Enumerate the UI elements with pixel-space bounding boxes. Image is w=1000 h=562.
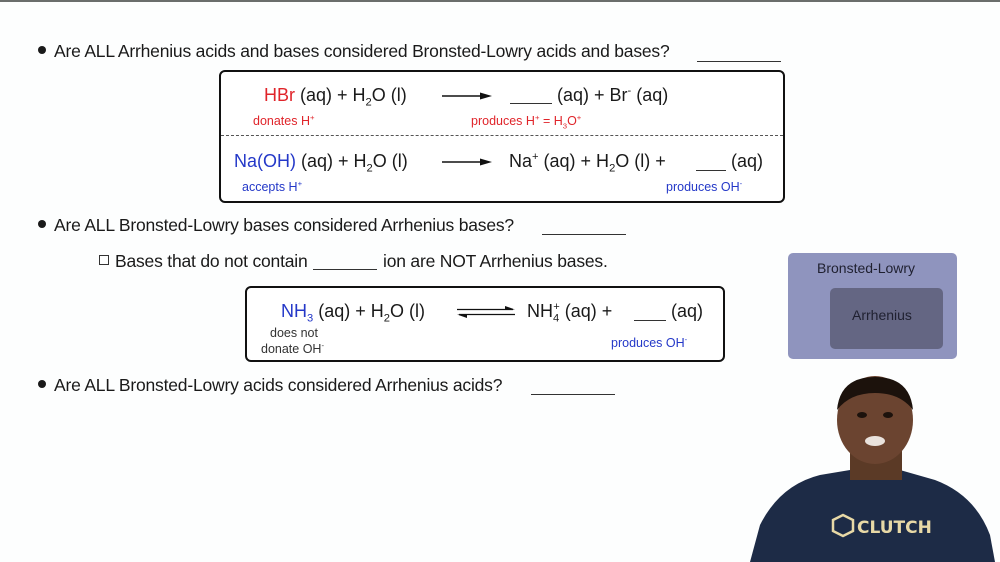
note-c: O bbox=[567, 114, 577, 128]
answer-blank-hydroxide[interactable] bbox=[696, 169, 726, 171]
note-sup: - bbox=[321, 340, 325, 350]
note-sub: 3 bbox=[562, 121, 568, 131]
nh4-sup: + bbox=[553, 301, 560, 313]
nh3-a: NH bbox=[281, 301, 307, 321]
eq2-pb: (aq) + H bbox=[538, 151, 610, 171]
equilibrium-arrow-icon bbox=[457, 306, 515, 318]
answer-blank-2[interactable] bbox=[542, 233, 626, 235]
answer-blank-ion[interactable] bbox=[313, 268, 377, 270]
eq2-pc: O (l) + bbox=[615, 151, 666, 171]
reaction-arrow-icon bbox=[442, 91, 492, 101]
eq2-pa: Na bbox=[509, 151, 533, 171]
note-produces-oh bbox=[666, 180, 742, 194]
dashed-divider bbox=[221, 135, 783, 136]
bullet-icon bbox=[38, 46, 46, 54]
note-produces-oh-2 bbox=[611, 336, 687, 350]
note-sup2: + bbox=[576, 112, 582, 122]
note-sup1: + bbox=[534, 112, 540, 122]
note-does-not: does not bbox=[270, 326, 318, 340]
question-2-text: Are ALL Bronsted-Lowry bases considered Arrhenius bases? bbox=[54, 215, 514, 235]
reaction-arrow-icon bbox=[442, 157, 492, 167]
hbr-reactant: HBr bbox=[264, 85, 295, 105]
box2-pb: (aq) + bbox=[559, 301, 613, 321]
eq2-left: (aq) + H bbox=[296, 151, 367, 171]
note-text: produces OH bbox=[611, 336, 685, 350]
note-accepts-h bbox=[242, 180, 302, 194]
nh3-sub: 3 bbox=[307, 312, 314, 325]
equation-hbr bbox=[264, 85, 407, 109]
eq2-sub: 2 bbox=[366, 162, 373, 175]
eq2-psub: 2 bbox=[609, 162, 616, 175]
question-3-text: Are ALL Bronsted-Lowry acids considered Arrhenius acids? bbox=[54, 375, 503, 395]
sub-point bbox=[99, 251, 308, 272]
box2-products bbox=[527, 301, 613, 325]
question-2 bbox=[38, 215, 514, 236]
note-produces-h bbox=[471, 112, 582, 131]
eq1-left2: O (l) bbox=[371, 85, 407, 105]
venn-outer-label: Bronsted-Lowry bbox=[817, 260, 916, 276]
nh4-sub: 4 bbox=[553, 312, 560, 325]
top-border bbox=[0, 0, 1000, 2]
note-sup: + bbox=[309, 112, 315, 122]
eq2-psup: + bbox=[532, 151, 539, 163]
question-3 bbox=[38, 375, 502, 396]
note-sup: + bbox=[297, 178, 303, 188]
note-a: produces H bbox=[471, 114, 535, 128]
sub-point-after: ion are NOT Arrhenius bases. bbox=[383, 251, 608, 271]
box2-left: (aq) + H bbox=[313, 301, 384, 321]
venn-inner-label: Arrhenius bbox=[852, 307, 912, 323]
eq1-product-sup: - bbox=[627, 85, 632, 97]
eq2-products bbox=[509, 151, 666, 175]
equation-nh3 bbox=[281, 301, 425, 325]
shirt-text: CLUTCH bbox=[857, 518, 932, 538]
checkbox-icon bbox=[99, 255, 109, 265]
bullet-icon bbox=[38, 220, 46, 228]
sub-point-before: Bases that do not contain bbox=[115, 251, 308, 271]
answer-blank-1[interactable] bbox=[697, 60, 781, 62]
eq1-product2: (aq) bbox=[631, 85, 669, 105]
note-text: produces OH bbox=[666, 180, 740, 194]
answer-blank-hydroxide-2[interactable] bbox=[634, 319, 666, 321]
bullet-icon bbox=[38, 380, 46, 388]
box2-sub: 2 bbox=[383, 312, 390, 325]
box2-left2: O (l) bbox=[389, 301, 425, 321]
eq2-left2: O (l) bbox=[372, 151, 408, 171]
eq1-products bbox=[557, 85, 668, 106]
presenter-video bbox=[750, 375, 1000, 562]
question-1-text: Are ALL Arrhenius acids and bases considered Bronsted-Lowry acids and bases? bbox=[54, 41, 670, 61]
eq1-left: (aq) + H bbox=[295, 85, 366, 105]
note-donates-h bbox=[253, 114, 315, 128]
note-text: donates H bbox=[253, 114, 310, 128]
eq1-sub: 2 bbox=[365, 96, 372, 109]
naoh-reactant: Na(OH) bbox=[234, 151, 296, 171]
equation-naoh bbox=[234, 151, 408, 175]
note-text: accepts H bbox=[242, 180, 298, 194]
eq2-product-end: (aq) bbox=[731, 151, 764, 171]
answer-blank-hydronium[interactable] bbox=[510, 102, 552, 104]
nh4-a: NH bbox=[527, 301, 553, 321]
box2-product-end: (aq) bbox=[671, 301, 704, 321]
note-b: = H bbox=[539, 114, 563, 128]
eq1-product1: (aq) + Br bbox=[557, 85, 628, 105]
answer-blank-3[interactable] bbox=[531, 393, 615, 395]
note-text: donate OH bbox=[261, 342, 322, 356]
question-1 bbox=[38, 41, 670, 62]
note-sup: - bbox=[739, 178, 743, 188]
note-sup: - bbox=[684, 334, 688, 344]
note-donate-oh bbox=[261, 342, 324, 356]
nh3-reactant bbox=[281, 301, 314, 325]
